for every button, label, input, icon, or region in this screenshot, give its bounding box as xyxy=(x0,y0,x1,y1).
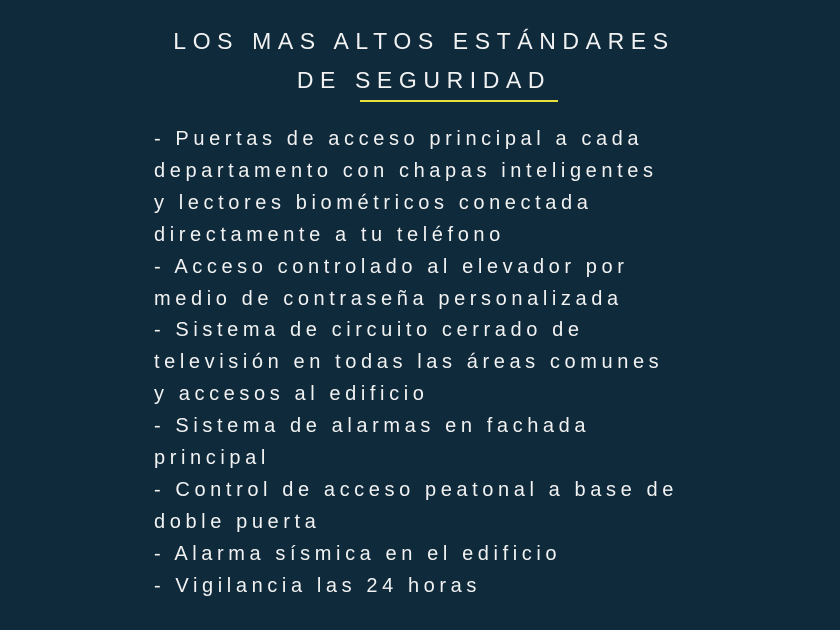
title-accent-underline xyxy=(360,100,558,102)
text-line: - Puertas de acceso principal a cada xyxy=(154,128,644,150)
security-features-list xyxy=(154,124,678,603)
text-line: directamente a tu teléfono xyxy=(154,223,505,246)
text-line: y lectores biométricos conectada xyxy=(154,191,593,214)
text-line: - Sistema de alarmas en fachada xyxy=(154,415,591,438)
text-line: - Acceso controlado al elevador por xyxy=(154,255,629,278)
text-line: - Vigilancia las 24 horas xyxy=(154,574,481,597)
text-line: departamento con chapas inteligentes xyxy=(154,159,658,182)
title-line-2: DE SEGURIDAD xyxy=(296,67,552,93)
text-line: doble puerta xyxy=(154,510,321,533)
page-title xyxy=(0,22,840,100)
text-line: televisión en todas las áreas comunes xyxy=(154,351,664,374)
text-line: y accesos al edificio xyxy=(154,383,429,406)
text-line: - Sistema de circuito cerrado de xyxy=(154,319,584,342)
text-line: - Alarma sísmica en el edificio xyxy=(154,542,562,565)
title-line-1: LOS MAS ALTOS ESTÁNDARES xyxy=(173,28,675,54)
text-line: - Control de acceso peatonal a base de xyxy=(154,478,678,501)
text-line: principal xyxy=(154,447,270,470)
text-line: medio de contraseña personalizada xyxy=(154,287,623,310)
